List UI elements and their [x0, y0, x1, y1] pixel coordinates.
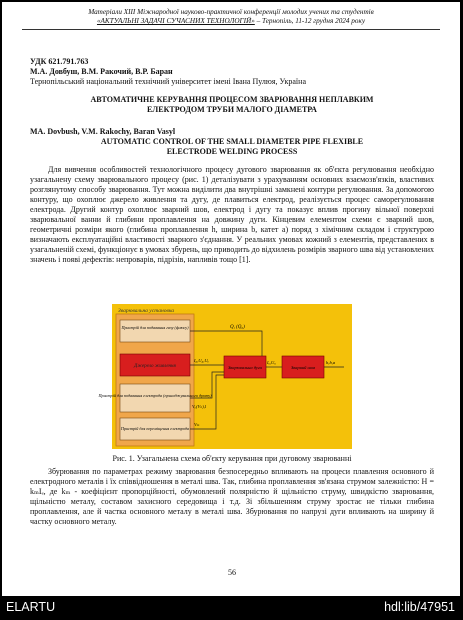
figure-block-diagram [98, 304, 352, 449]
document-page [2, 2, 460, 596]
seam-output-label: h,b,a [326, 360, 336, 365]
paragraph-1: Для вивчення особливостей технологічного процесу дугового зварювання як об'єкта регулювання необхідно узагальнену схему зварювального процесу (рис. 1) деталізувати з урахуванням основних взаємозв'язків, властивих розглянутому способу зварювання. Тут можна виділити два внутрішні замкнені контури регулювання. За допомогою контуру, що охоплює джерело живлення та дугу, де плавиться електрод, реалізується процес саморегулювання електрода. Другий контур охоплює зварний шов, електрод і дугу та показує вплив прогину вільної поверхні зварювальної ванни й глибини проплавлення на довжину дуги. Кінцевим елементом схеми є зварний шов, геометричні розміри якого (глибина проплавлення h, ширина b, катет a) поряд з хімічним складом і структурою визначають експлуатаційні властивості зварного з'єднання. У реальних умовах кожний з елементів, представлених в узагальненій схемі, функціонує в умовах збурень, що приводить до відхилень розмірів зварного шва від установлених значень і появі дефектів: непроварів, підрізів, напливів тощо [1]. [30, 165, 434, 264]
affiliation: Тернопільський національний технічний університет імені Івана Пулюя, Україна [30, 77, 306, 86]
viewer-footer-bar [0, 596, 463, 620]
header-rule [22, 29, 440, 30]
conference-header [22, 8, 440, 26]
electrode-feed-label: Пристрій для подавання електрода (присаджувального дроту) [98, 393, 212, 398]
move-speed-label: Vₘ [194, 422, 200, 427]
feed-speed-label: Vₑ(Vₙ),l [192, 404, 207, 409]
header-line-1: Матеріали XIII Міжнародної науково-практичної конференції молодих учених та студентів [88, 8, 374, 16]
udc-code: УДК 621.791.763 [30, 57, 89, 66]
authors-ua: М.А. Довбуш, В.М. Ракочий, В.Р. Баран [30, 67, 173, 76]
arc-output-label: Iᵤ,Uᵤ [267, 360, 276, 365]
paragraph-2: Збурювання по параметрах режиму зварювання безпосередньо впливають на процеси плавлення основного й електродного металів і їх співвідношення в металі шва. Так, глибина проплавлення зв'язана струмом залежністю: H = kₘIₑ, де kₘ - коефіцієнт пропорційності, обумовлений полярністю й щільністю струму, швидкістю зварювання, щільністю металу, составом захисного середовища і т.д. Зі збільшенням струму зростає не тільки глибина проплавлення, але й частка основного металу в металі шва. Збурювання по напрузі дуги впливають на ширину й частку основного металу. [30, 467, 434, 526]
gas-feed-box [120, 320, 190, 342]
group-label: Зварювальна установка [118, 308, 175, 314]
gas-feed-label: Пристрій для подавання газу (флюсу) [121, 325, 189, 330]
authors-en: MA. Dovbush, V.M. Rakochy, Baran Vasyl [30, 127, 176, 136]
iu-label: I₀,U₀,Uₑ [194, 358, 209, 363]
figure-caption: Рис. 1. Узагальнена схема об'єкту керування при дуговому зварюванні [112, 454, 352, 463]
power-source-label: Джерело живлення [134, 364, 176, 369]
header-line-2: «АКТУАЛЬНІ ЗАДАЧІ СУЧАСНИХ ТЕХНОЛОГІЙ» – Тернопіль, 11-12 грудня 2024 року [96, 17, 366, 25]
page-number: 56 [228, 568, 236, 577]
electrode-feed-box [120, 384, 190, 412]
q-label: Q, (Q₀) [230, 325, 245, 330]
arc-label: Зварювальна дуга [228, 365, 262, 370]
title-en: AUTOMATIC CONTROL OF THE SMALL DIAMETER PIPE FLEXIBLE ELECTRODE WELDING PROCESS [100, 137, 364, 156]
seam-label: Зварний шов [290, 365, 316, 370]
title-ua: АВТОМАТИЧНЕ КЕРУВАННЯ ПРОЦЕСОМ ЗВАРЮВАННЯ НЕПЛАВКИМ ЕЛЕКТРОДОМ ТРУБИ МАЛОГО ДІАМЕТРА [90, 95, 374, 114]
repository-name: ELARTU [6, 600, 56, 614]
handle-id[interactable]: hdl:lib/47951 [384, 600, 455, 614]
electrode-move-label: Пристрій для переміщення електрода [120, 426, 190, 431]
